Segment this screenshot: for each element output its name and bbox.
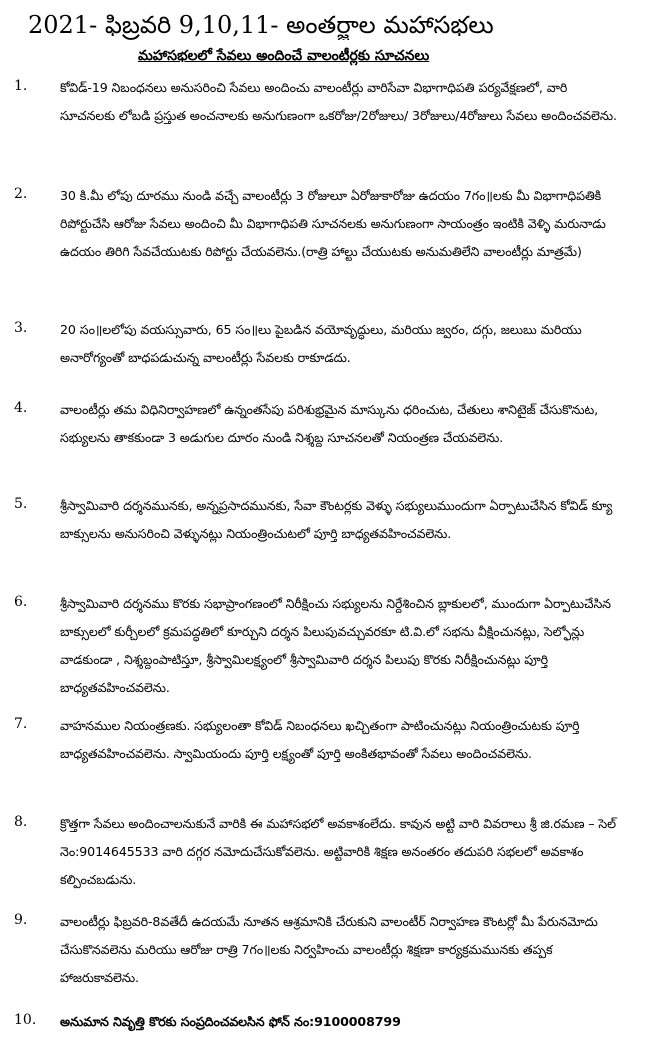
item-number: 1. [14,78,28,94]
item-number: 9. [14,912,28,928]
list-item [0,1008,646,1042]
item-text: కోవిడ్-19 నిబంధనలు అనుసరించి సేవలు అందించు వాలంటీర్లు వారిసేవా విభాగాధిపతి పర్యవేక్షణలో, వారి సూచనలకు లోబడి ప్రస్తుత అంచనాలకు అనుగుణంగా ఒకరోజు/2రోజులు/ 3రోజులు/4రోజులు సేవలు అందించవలెను. [60,80,617,123]
item-number: 5. [14,496,28,512]
item-text: 30 కి.మీ లోపు దూరము నుండి వచ్చే వాలంటీర్లు 3 రోజులూ ఏరోజుకారోజు ఉదయం 7గం॥లకు మీ విభాగాధిపతికి రిపోర్టుచేసి ఆరోజు సేవలు అందించి మీ విభాగాధిపతి సూచనలకు అనుగుణంగా సాయంత్రం ఇంటికి వెళ్ళి మరునాడు ఉదయం తిరిగి సేవచేయుటకు రిపోర్టు చేయవలెను.(రాత్రి హాల్టు చేయుటకు అనుమతిలేని వాలంటీర్లు మాత్రమే) [60,188,606,259]
list-item [0,396,646,492]
item-text: వాహనముల నియంత్రణకు. సభ్యులంతా కోవిడ్ నిబంధనలు ఖచ్చితంగా పాటించునట్లు నియంత్రించుటకు పూర్తి బాధ్యతవహించవలెను. స్వామియందు పూర్తి లక్ష్యంతో పూర్తి అంకితభావంతో సేవలు అందించవలెను. [60,718,580,761]
item-text: వాలంటీర్లు తమ విధినిర్వాహణలో ఉన్నంతసేపు పరిశుభ్రమైన మాస్కును ధరించుట, చేతులు శానిటైజ్ చేసుకొనుట, సభ్యులను తాకకుండా 3 అడుగుల దూరం నుండి నిశ్శబ్ద సూచనలతో నియంత్రణ చేయవలెను. [60,402,599,445]
item-text: క్రొత్తగా సేవలు అందించాలనుకునే వారికి ఈ మహాసభలో అవకాశంలేదు. కావున అట్టి వారి వివరాలు శ్రీ జి.రమణ – సెల్ నెం:9014645533 వారి దగ్గర నమోదుచేసుకోవలెను. అట్టివారికి శిక్షణ అనంతరం తదుపరి సభలలో అవకాశం కల్పించబడును. [60,816,616,887]
item-number: 4. [14,400,28,416]
page-subtitle: మహాసభలలో సేవలు అందించే వాలంటీర్లకు సూచనలు [138,48,430,64]
list-item [0,712,646,810]
list-item [0,316,646,396]
item-text: 20 సం॥లలోపు వయస్సువారు, 65 సం॥లు పైబడిన వయోవృద్ధులు, మరియు జ్వరం, దగ్గు, జలుబు మరియు అనారోగ్యంతో బాధపడుచున్న వాలంటీర్లు సేవలకు రాకూడదు. [60,322,582,365]
item-number: 3. [14,320,28,336]
item-number: 10. [14,1012,37,1028]
item-text: అనుమాన నివృత్తి కొరకు సంప్రదించవలసిన ఫోన్ నం:9100008799 [60,1014,401,1029]
item-number: 6. [14,594,28,610]
item-number: 7. [14,716,28,732]
list-item [0,590,646,712]
item-text: శ్రీస్వామివారి దర్శనమునకు, అన్నప్రసాదమునకు, సేవా కౌంటర్లకు వెళ్ళు సభ్యులుముందుగా ఏర్పాటుచేసిన కోవిడ్ క్యూ బాక్సులను అనుసరించి వెళ్ళునట్లు నియంత్రించుటలో పూర్తి బాధ్యతవహించవలెను. [60,498,613,541]
item-text: శ్రీస్వామివారి దర్శనము కొరకు సభాప్రాంగణంలో నిరీక్షించు సభ్యులను నిర్దేశించిన బ్లాకులలో, ముందుగా ఏర్పాటుచేసిన బాక్సులలో కుర్చీలలో క్రమపద్ధతిలో కూర్చుని దర్శన పిలుపువచ్చువరకూ టి.వి.లో సభను వీక్షించునట్లు, సెల్ఫోన్లు వాడకుండా , నిశ్శబ్దంపాటిస్తూ, శ్రీస్వామిలక్ష్యంలో శ్రీస్వామివారి దర్శన పిలుపు కొరకు నిరీక్షించునట్లు పూర్తి బాధ్యతవహించవలెను. [60,596,611,695]
item-text: వాలంటీర్లు ఫిబ్రవరి-8వతేదీ ఉదయమే నూతన ఆశ్రమానికి చేరుకుని వాలంటీర్ నిర్వాహణ కౌంటర్లో మీ పేరునమోదు చేసుకొనవలెను మరియు ఆరోజు రాత్రి 7గం॥లకు నిర్వహించు వాలంటీర్లు శిక్షణా కార్యక్రమమునకు తప్పక హాజరుకావలెను. [60,914,598,985]
list-item [0,908,646,1008]
list-item [0,810,646,908]
page-title: 2021- ఫిబ్రవరి 9,10,11- అంతర్జాల మహాసభలు [28,11,494,39]
list-item [0,492,646,590]
instruction-list [0,74,646,1042]
list-item [0,74,646,182]
item-number: 8. [14,814,28,830]
list-item [0,182,646,316]
item-number: 2. [14,186,28,202]
